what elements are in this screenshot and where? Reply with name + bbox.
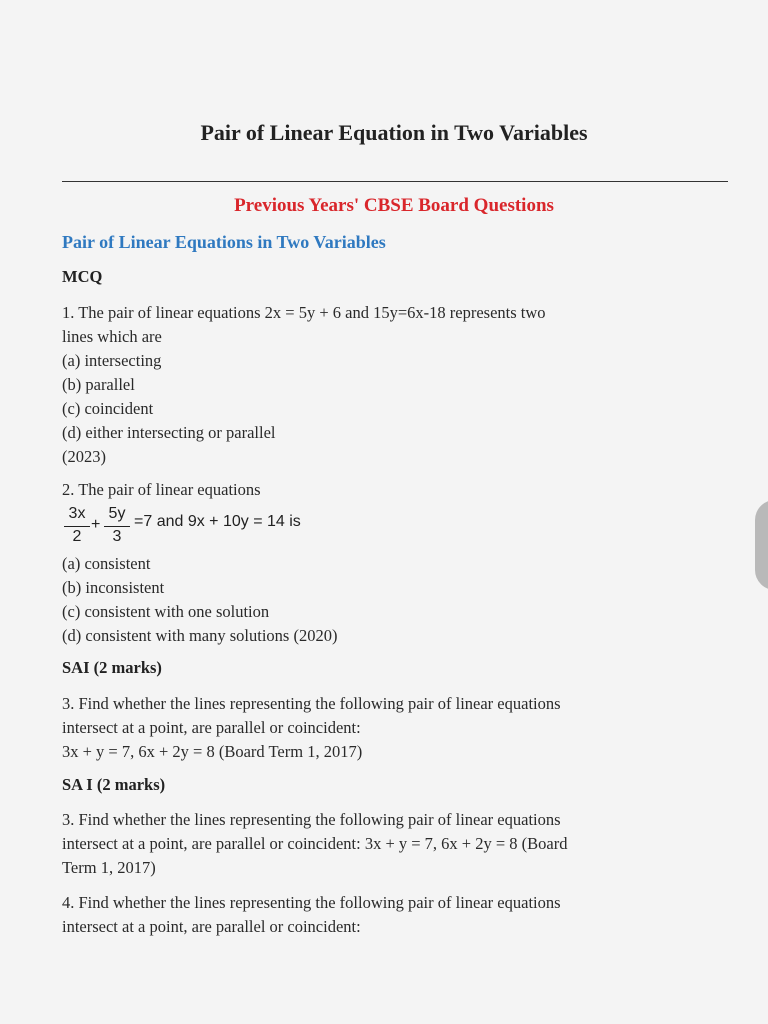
scroll-handle[interactable] — [755, 500, 768, 590]
question-3-repeat — [62, 808, 568, 880]
question-3 — [62, 692, 561, 764]
question-2-line: 2. The pair of linear equations — [62, 480, 261, 499]
equation — [62, 504, 382, 550]
fraction — [62, 504, 92, 547]
question-4 — [62, 891, 561, 939]
question-3-line: intersect at a point, are parallel or coincident: 3x + y = 7, 6x + 2y = 8 (Board — [62, 834, 568, 853]
question-3-line: 3. Find whether the lines representing the following pair of linear equations — [62, 810, 561, 829]
option-d: (d) consistent with many solutions (2020) — [62, 626, 338, 645]
plus-sign: + — [91, 516, 101, 533]
question-3-line: 3x + y = 7, 6x + 2y = 8 (Board Term 1, 2017) — [62, 742, 363, 761]
section-heading: Pair of Linear Equations in Two Variables — [62, 232, 386, 252]
option-b: (b) inconsistent — [62, 578, 165, 597]
fraction-denominator: 2 — [72, 528, 82, 545]
fraction-numerator: 5y — [108, 505, 126, 522]
question-1 — [62, 301, 546, 469]
document-subtitle: Previous Years' CBSE Board Questions — [234, 195, 554, 216]
fraction — [102, 504, 132, 547]
equation-rest: =7 and 9x + 10y = 14 is — [134, 513, 301, 530]
option-d: (d) either intersecting or parallel — [62, 423, 276, 442]
sa1-label: SA I (2 marks) — [62, 775, 166, 794]
document-title: Pair of Linear Equation in Two Variables — [200, 120, 588, 145]
question-1-line: 1. The pair of linear equations 2x = 5y + 6 and 15y=6x-18 represents two — [62, 303, 546, 322]
question-3-line: Term 1, 2017) — [62, 858, 156, 877]
option-b: (b) parallel — [62, 375, 135, 394]
fraction-denominator: 3 — [112, 528, 122, 545]
question-2-options — [62, 552, 337, 648]
mcq-label: MCQ — [62, 267, 103, 286]
question-4-line: 4. Find whether the lines representing the following pair of linear equations — [62, 893, 561, 912]
title-divider — [62, 181, 728, 182]
option-a: (a) consistent — [62, 554, 151, 573]
question-year: (2023) — [62, 447, 106, 466]
question-1-line: lines which are — [62, 327, 162, 346]
question-3-line: 3. Find whether the lines representing the following pair of linear equations — [62, 694, 561, 713]
option-c: (c) consistent with one solution — [62, 602, 270, 621]
option-c: (c) coincident — [62, 399, 154, 418]
fraction-numerator: 3x — [68, 505, 86, 522]
sai-label: SAI (2 marks) — [62, 658, 162, 677]
option-a: (a) intersecting — [62, 351, 162, 370]
question-3-line: intersect at a point, are parallel or coincident: — [62, 718, 361, 737]
question-2-stem — [62, 478, 261, 502]
question-4-line: intersect at a point, are parallel or coincident: — [62, 917, 361, 936]
